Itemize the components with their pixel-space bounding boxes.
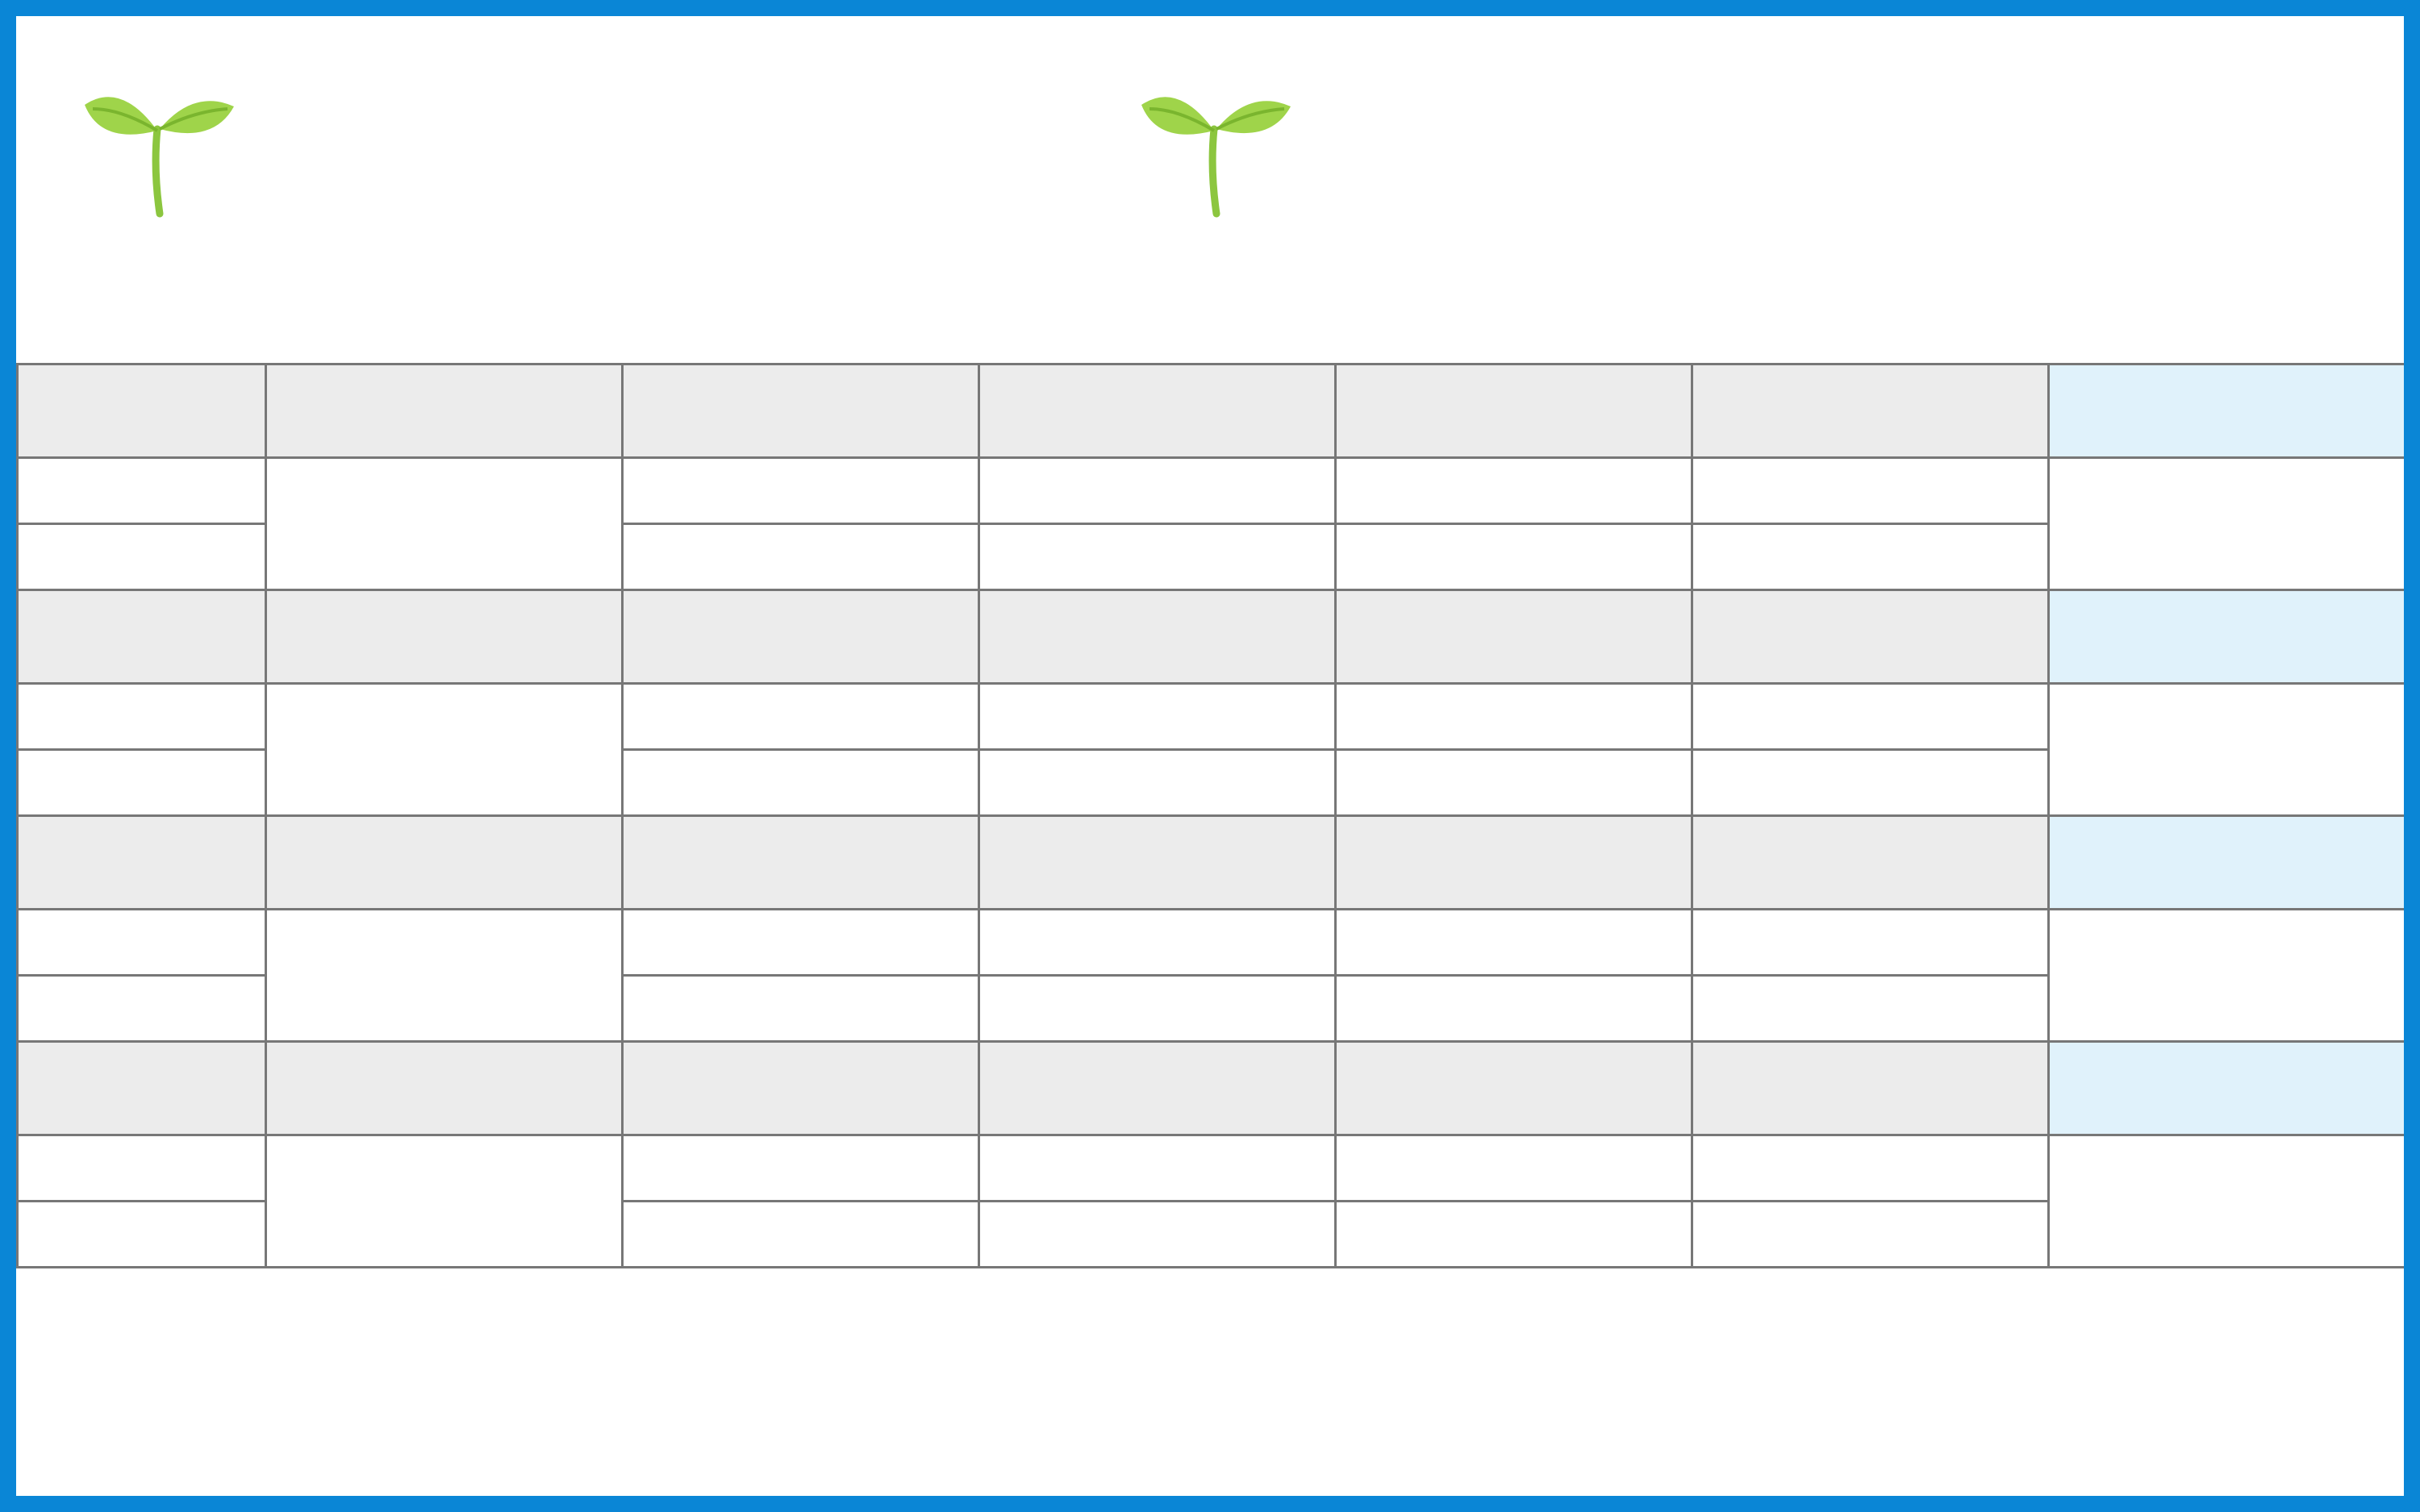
schedule-cell xyxy=(1336,910,1692,976)
date-cell xyxy=(1336,1042,1692,1135)
date-row xyxy=(18,364,2405,458)
schedule-cell xyxy=(623,750,979,816)
date-cell xyxy=(266,364,623,458)
date-cell xyxy=(1692,590,2049,684)
monday-allday-cell xyxy=(266,910,623,1042)
date-row xyxy=(18,816,2405,910)
schedule-cell xyxy=(1692,1135,2049,1202)
date-cell xyxy=(266,816,623,910)
weekday-mon xyxy=(266,240,623,364)
schedule-cell xyxy=(1692,750,2049,816)
schedule-cell xyxy=(979,976,1336,1042)
schedule-cell xyxy=(979,524,1336,590)
date-row xyxy=(18,1042,2405,1135)
sprout-icon xyxy=(73,73,242,218)
date-cell xyxy=(979,816,1336,910)
weekday-thu xyxy=(1336,240,1692,364)
slot-label-am xyxy=(18,458,266,524)
am-row xyxy=(18,458,2405,524)
schedule-cell xyxy=(979,684,1336,750)
date-cell xyxy=(979,364,1336,458)
date-row-blank xyxy=(18,1042,266,1135)
date-cell xyxy=(623,364,979,458)
date-row-blank xyxy=(18,816,266,910)
weekday-header-row xyxy=(18,240,2405,364)
schedule-cell xyxy=(623,976,979,1042)
slot-label-pm xyxy=(18,750,266,816)
saturday-cell xyxy=(2049,684,2405,816)
schedule-poster xyxy=(16,16,2404,1496)
schedule-cell xyxy=(1336,1202,1692,1268)
am-row xyxy=(18,684,2405,750)
schedule-cell xyxy=(1336,750,1692,816)
date-cell xyxy=(979,1042,1336,1135)
date-cell xyxy=(2049,364,2405,458)
saturday-cell xyxy=(2049,458,2405,590)
slot-label-am xyxy=(18,684,266,750)
date-row xyxy=(18,590,2405,684)
schedule-cell xyxy=(979,458,1336,524)
schedule-cell xyxy=(623,910,979,976)
date-cell xyxy=(266,590,623,684)
schedule-cell xyxy=(1336,458,1692,524)
date-cell xyxy=(1336,816,1692,910)
date-cell xyxy=(266,1042,623,1135)
slot-label-am xyxy=(18,910,266,976)
schedule-cell xyxy=(623,524,979,590)
date-cell xyxy=(2049,1042,2405,1135)
saturday-cell xyxy=(2049,910,2405,1042)
schedule-cell xyxy=(979,1135,1336,1202)
schedule-cell xyxy=(623,458,979,524)
date-cell xyxy=(1336,364,1692,458)
schedule-cell xyxy=(1692,524,2049,590)
sprout-icon xyxy=(1129,73,1299,218)
schedule-cell xyxy=(623,684,979,750)
date-cell xyxy=(623,590,979,684)
saturday-cell xyxy=(2049,1135,2405,1268)
slot-label-pm xyxy=(18,1202,266,1268)
schedule-cell xyxy=(1692,976,2049,1042)
date-row-blank xyxy=(18,590,266,684)
date-cell xyxy=(2049,816,2405,910)
slot-label-am xyxy=(18,1135,266,1202)
monday-allday-cell xyxy=(266,458,623,590)
slot-label-pm xyxy=(18,524,266,590)
slot-label-pm xyxy=(18,976,266,1042)
schedule-cell xyxy=(623,1202,979,1268)
schedule-cell xyxy=(623,1135,979,1202)
weekday-fri xyxy=(1692,240,2049,364)
date-cell xyxy=(623,1042,979,1135)
am-row xyxy=(18,1135,2405,1202)
date-cell xyxy=(2049,590,2405,684)
schedule-cell xyxy=(1692,684,2049,750)
am-row xyxy=(18,910,2405,976)
schedule-table xyxy=(16,240,2404,1268)
monday-allday-cell xyxy=(266,1135,623,1268)
weekday-sat xyxy=(2049,240,2405,364)
date-cell xyxy=(1692,1042,2049,1135)
date-row-blank xyxy=(18,364,266,458)
date-cell xyxy=(623,816,979,910)
date-cell xyxy=(1692,364,2049,458)
date-cell xyxy=(979,590,1336,684)
schedule-cell xyxy=(979,750,1336,816)
schedule-cell xyxy=(1336,524,1692,590)
month-label xyxy=(18,240,266,364)
schedule-cell xyxy=(1692,1202,2049,1268)
monday-allday-cell xyxy=(266,684,623,816)
date-cell xyxy=(1692,816,2049,910)
schedule-cell xyxy=(1336,976,1692,1042)
schedule-cell xyxy=(1336,1135,1692,1202)
schedule-cell xyxy=(979,1202,1336,1268)
weekday-wed xyxy=(979,240,1336,364)
schedule-cell xyxy=(1692,910,2049,976)
weekday-tue xyxy=(623,240,979,364)
schedule-cell xyxy=(979,910,1336,976)
schedule-cell xyxy=(1336,684,1692,750)
date-cell xyxy=(1336,590,1692,684)
schedule-cell xyxy=(1692,458,2049,524)
